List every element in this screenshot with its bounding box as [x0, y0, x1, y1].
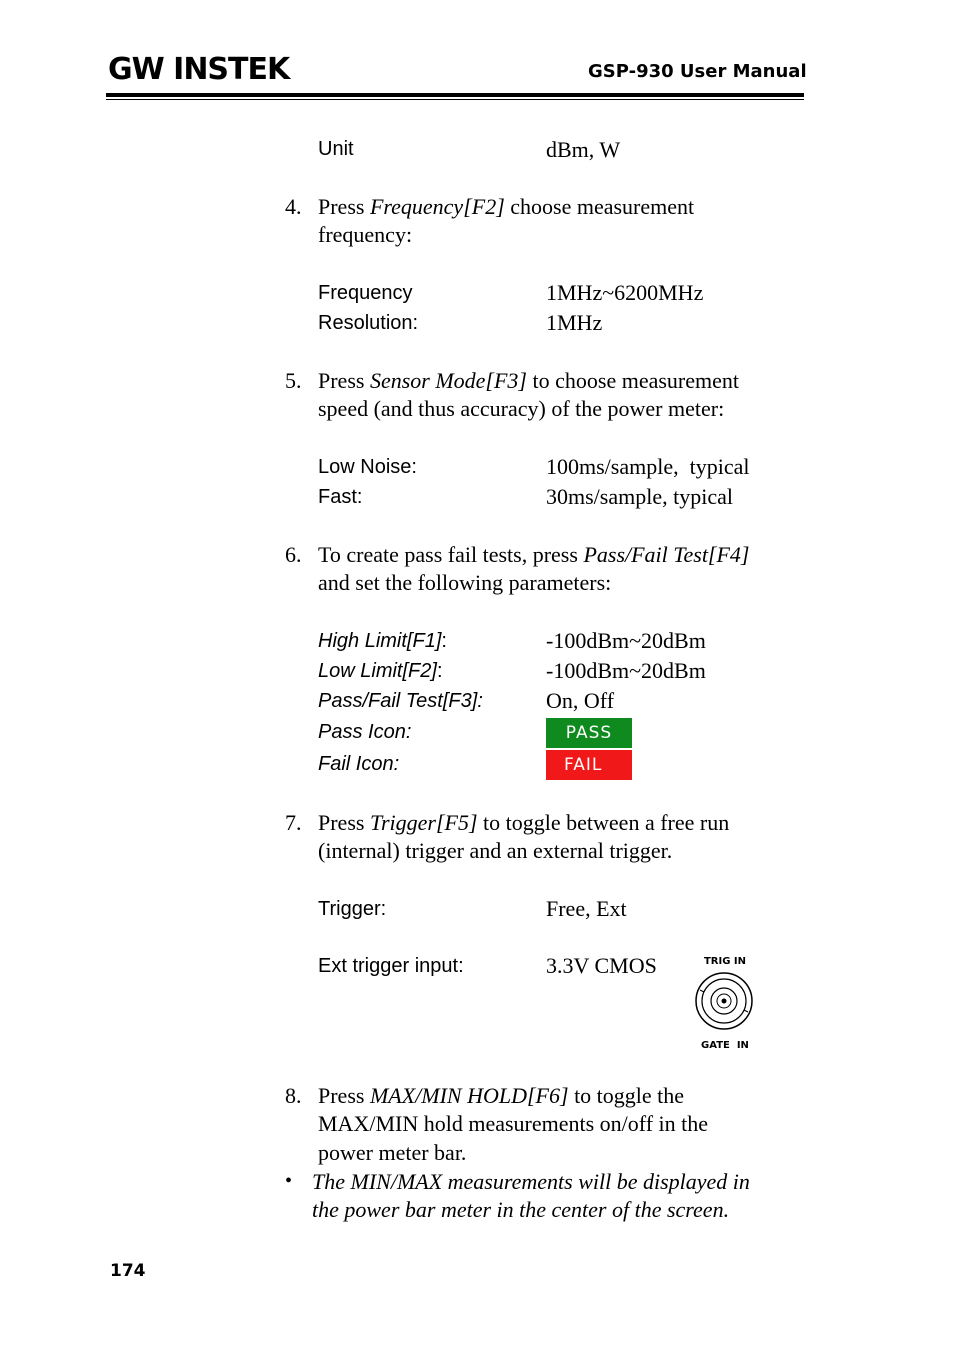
step-4-suffix: choose measurement — [504, 194, 695, 219]
step-8-key: MAX/MIN HOLD[F6] — [369, 1083, 569, 1108]
high-limit-label — [318, 630, 447, 653]
step-8-line-3: power meter bar. — [318, 1140, 467, 1165]
high-limit-colon: : — [441, 630, 447, 652]
trigger-label: Trigger: — [318, 898, 387, 920]
trig-in-label: TRIG IN — [703, 956, 747, 967]
note-line-2: the power bar meter in the center of the screen. — [312, 1197, 730, 1222]
low-limit-value: -100dBm~20dBm — [546, 658, 706, 683]
fast-value: 30ms/sample, typical — [546, 484, 733, 509]
step-7-number: 7. — [285, 810, 302, 835]
step-8-suffix: to toggle the — [568, 1083, 685, 1108]
low-noise-label: Low Noise: — [318, 456, 417, 478]
step-7-line-1 — [318, 810, 729, 836]
pass-icon: PASS — [546, 718, 632, 748]
note-line-1: The MIN/MAX measurements will be displayed in — [312, 1169, 750, 1194]
step-6-number: 6. — [285, 542, 302, 567]
step-8-line-2: MAX/MIN hold measurements on/off in the — [318, 1111, 709, 1136]
resolution-value: 1MHz — [546, 310, 603, 335]
frequency-label: Frequency — [318, 282, 413, 304]
step-5-number: 5. — [285, 368, 302, 393]
frequency-value: 1MHz~6200MHz — [546, 280, 704, 305]
manual-title: GSP-930 User Manual — [588, 61, 807, 82]
step-6-prefix: To create pass fail tests, press — [318, 542, 584, 567]
step-7-suffix: to toggle between a free run — [477, 810, 730, 835]
step-5-line-2: speed (and thus accuracy) of the power meter: — [318, 396, 725, 421]
unit-label: Unit — [318, 138, 354, 160]
unit-value: dBm, W — [546, 137, 621, 162]
step-5-key: Sensor Mode[F3] — [369, 368, 527, 393]
step-6-line-2: and set the following parameters: — [318, 570, 612, 595]
fail-icon: FAIL — [546, 750, 632, 780]
step-5-line-1 — [318, 368, 739, 394]
gate-in-label: GATE IN — [701, 1040, 749, 1051]
step-4-prefix: Press — [318, 194, 370, 219]
trigger-value: Free, Ext — [546, 896, 627, 921]
step-4-line-2: frequency: — [318, 222, 413, 247]
high-limit-key: High Limit[F1] — [318, 630, 442, 652]
gw-instek-logo: GW INSTEK — [108, 52, 290, 87]
low-noise-value: 100ms/sample, typical — [546, 454, 750, 479]
resolution-label: Resolution: — [318, 312, 419, 334]
step-4-number: 4. — [285, 194, 302, 219]
pass-fail-test-value: On, Off — [546, 688, 615, 713]
step-7-key: Trigger[F5] — [369, 810, 478, 835]
pass-icon-label: Pass Icon: — [318, 721, 412, 743]
header-rule — [106, 93, 804, 97]
step-6-key: Pass/Fail Test[F4] — [583, 542, 750, 567]
high-limit-value: -100dBm~20dBm — [546, 628, 706, 653]
ext-trigger-value: 3.3V CMOS — [546, 953, 657, 978]
low-limit-key: Low Limit[F2] — [318, 660, 437, 682]
step-4-key: Frequency[F2] — [369, 194, 505, 219]
step-7-prefix: Press — [318, 810, 370, 835]
low-limit-colon: : — [436, 660, 443, 682]
note-bullet: • — [285, 1170, 293, 1192]
step-6-line-1 — [318, 542, 750, 568]
pass-fail-test-label: Pass/Fail Test[F3]: — [318, 690, 483, 712]
step-8-prefix: Press — [318, 1083, 370, 1108]
step-8-number: 8. — [285, 1083, 302, 1108]
low-limit-label — [318, 660, 443, 683]
ext-trigger-label: Ext trigger input: — [318, 955, 464, 977]
fail-icon-label: Fail Icon: — [318, 753, 400, 775]
fast-label: Fast: — [318, 486, 363, 508]
step-8-line-1 — [318, 1083, 684, 1109]
step-4-line-1 — [318, 194, 694, 220]
step-5-suffix: to choose measurement — [527, 368, 739, 393]
page-number: 174 — [110, 1261, 146, 1281]
step-7-line-2: (internal) trigger and an external trigger. — [318, 838, 673, 863]
step-5-prefix: Press — [318, 368, 370, 393]
header-rule-thin — [106, 99, 804, 100]
bnc-connector-icon — [690, 952, 760, 1052]
